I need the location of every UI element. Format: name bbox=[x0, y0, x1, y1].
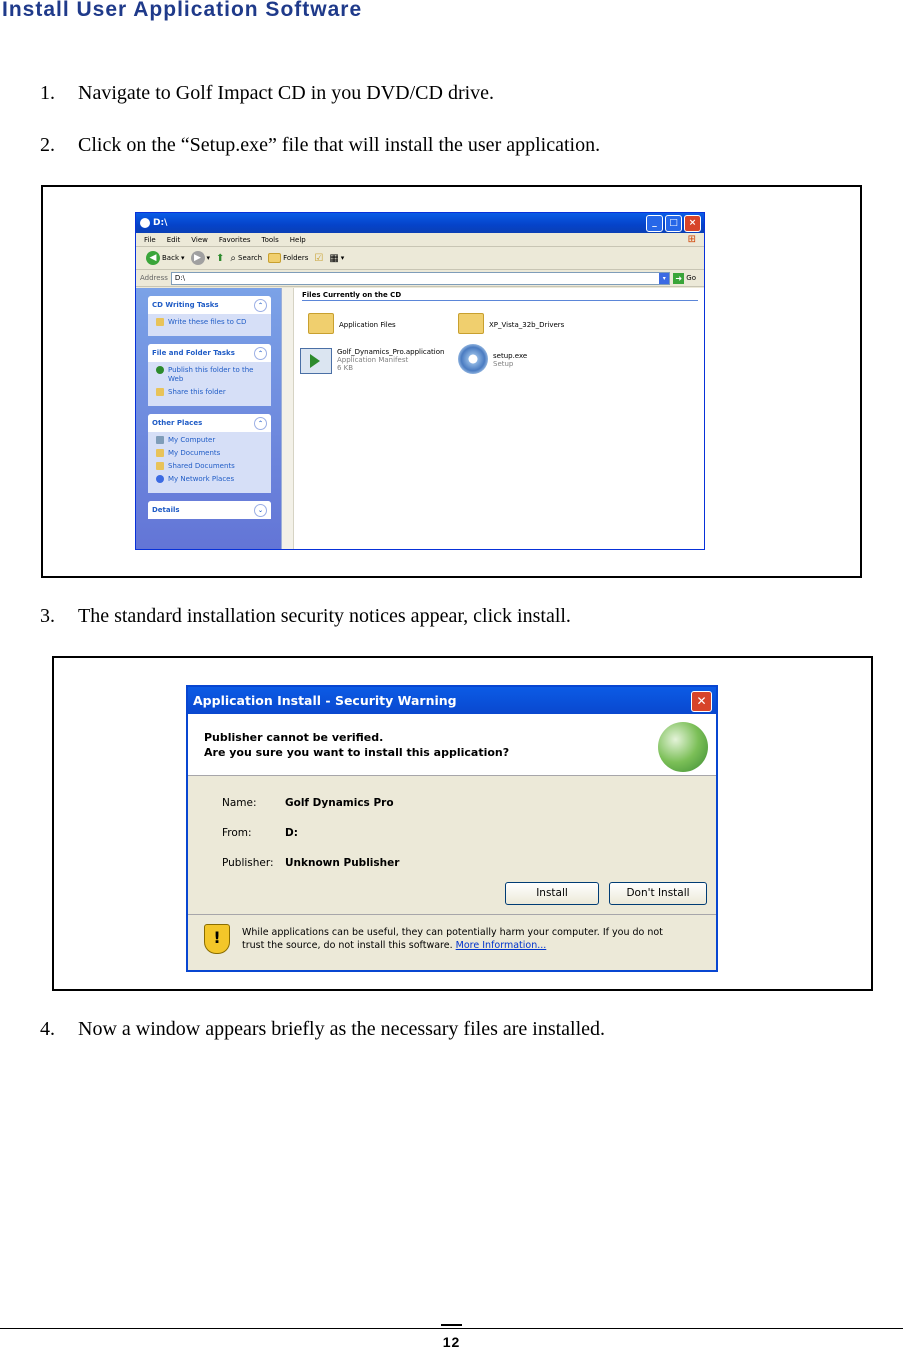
folder-options-button[interactable] bbox=[314, 253, 323, 264]
vertical-scrollbar[interactable] bbox=[282, 288, 294, 549]
group-header: Files Currently on the CD bbox=[302, 291, 402, 299]
file-type: Application Manifest bbox=[337, 356, 409, 364]
folders-label: Folders bbox=[283, 254, 309, 262]
forward-arrow-icon: ▶ bbox=[191, 251, 205, 265]
file-item[interactable] bbox=[300, 348, 444, 374]
menu-view[interactable]: View bbox=[191, 235, 208, 244]
file-name: Application Files bbox=[339, 321, 396, 329]
step-number: 1. bbox=[40, 82, 55, 104]
minimize-button[interactable]: _ bbox=[646, 215, 663, 232]
warning-shield-icon: ! bbox=[204, 924, 230, 954]
task-label: Write these files to CD bbox=[168, 318, 247, 326]
footer-text-1: While applications can be useful, they can potentially harm your computer. If you do not bbox=[242, 927, 663, 938]
dropdown-icon: ▾ bbox=[206, 254, 211, 262]
pane-other-places bbox=[148, 414, 271, 493]
file-name: XP_Vista_32b_Drivers bbox=[489, 321, 565, 329]
search-button[interactable] bbox=[230, 253, 262, 264]
name-value: Golf Dynamics Pro bbox=[285, 797, 394, 809]
address-value: D:\ bbox=[174, 273, 185, 282]
task-pane bbox=[136, 288, 281, 549]
step-number: 3. bbox=[40, 605, 55, 627]
pane-details bbox=[148, 501, 271, 519]
footer-text-2: trust the source, do not install this software. bbox=[242, 940, 453, 951]
cd-write-icon bbox=[156, 318, 164, 326]
from-label: From: bbox=[222, 827, 252, 839]
address-bar bbox=[136, 270, 704, 287]
cd-drive-icon bbox=[140, 218, 150, 228]
dialog-header bbox=[188, 714, 716, 776]
file-name: Golf_Dynamics_Pro.application bbox=[337, 348, 445, 356]
app-details bbox=[222, 797, 399, 887]
collapse-chevron-icon[interactable]: ⌃ bbox=[254, 417, 267, 430]
pane-title: CD Writing Tasks bbox=[152, 301, 219, 309]
warning-line-2: Are you sure you want to install this application? bbox=[204, 746, 510, 759]
file-list bbox=[281, 288, 704, 549]
dropdown-icon: ▾ bbox=[181, 254, 185, 262]
setup-cd-icon bbox=[458, 344, 488, 374]
maximize-button[interactable]: □ bbox=[665, 215, 682, 232]
task-write-to-cd[interactable] bbox=[156, 318, 266, 327]
file-item[interactable] bbox=[458, 313, 564, 334]
task-label: Publish this folder to the Web bbox=[168, 366, 254, 383]
place-my-documents[interactable] bbox=[156, 449, 266, 458]
address-input[interactable] bbox=[171, 272, 670, 285]
pane-cd-writing-tasks bbox=[148, 296, 271, 336]
install-button[interactable]: Install bbox=[505, 882, 599, 905]
dropdown-icon: ▾ bbox=[340, 254, 345, 262]
task-label: Share this folder bbox=[168, 388, 226, 396]
group-divider bbox=[302, 300, 698, 301]
step-text: The standard installation security notices appear, click install. bbox=[78, 605, 571, 627]
menu-favorites[interactable]: Favorites bbox=[218, 235, 251, 244]
dialog-titlebar[interactable] bbox=[188, 687, 716, 714]
collapse-chevron-icon[interactable]: ⌃ bbox=[254, 347, 267, 360]
folder-icon bbox=[308, 313, 334, 334]
documents-icon bbox=[156, 449, 164, 457]
pane-title: Details bbox=[152, 506, 180, 514]
pane-header[interactable] bbox=[148, 414, 271, 432]
network-icon bbox=[156, 475, 164, 483]
pane-file-folder-tasks bbox=[148, 344, 271, 406]
folder-icon bbox=[458, 313, 484, 334]
file-name: setup.exe bbox=[493, 352, 528, 360]
task-publish-web[interactable] bbox=[156, 366, 266, 384]
step-4 bbox=[40, 1018, 605, 1041]
folder-check-icon: ☑ bbox=[314, 252, 324, 264]
install-globe-icon bbox=[658, 722, 708, 772]
place-my-computer[interactable] bbox=[156, 436, 266, 445]
file-type: Setup bbox=[493, 360, 514, 368]
dialog-footer bbox=[188, 914, 716, 970]
place-shared-documents[interactable] bbox=[156, 462, 266, 471]
step-3 bbox=[40, 605, 571, 628]
menu-bar bbox=[136, 233, 704, 247]
pane-header[interactable] bbox=[148, 296, 271, 314]
back-label: Back bbox=[162, 254, 179, 262]
folders-icon bbox=[268, 253, 281, 263]
dont-install-button[interactable]: Don't Install bbox=[609, 882, 707, 905]
explorer-toolbar bbox=[136, 247, 704, 270]
step-text: Click on the “Setup.exe” file that will install the user application. bbox=[78, 134, 601, 156]
file-item[interactable] bbox=[308, 313, 396, 334]
views-icon: ▦ bbox=[329, 252, 339, 264]
shared-folder-icon bbox=[156, 462, 164, 470]
place-label: My Computer bbox=[168, 436, 216, 444]
windows-logo-icon: ⊞ bbox=[687, 234, 696, 245]
file-size: 6 KB bbox=[337, 364, 354, 372]
file-item[interactable] bbox=[458, 344, 527, 374]
warning-line-1: Publisher cannot be verified. bbox=[204, 731, 384, 744]
folders-button[interactable] bbox=[268, 253, 308, 263]
dialog-title: Application Install - Security Warning bbox=[193, 693, 457, 708]
forward-button[interactable] bbox=[191, 251, 211, 265]
share-folder-icon bbox=[156, 388, 164, 396]
search-label: Search bbox=[238, 254, 263, 262]
step-number: 2. bbox=[40, 134, 55, 156]
publisher-value: Unknown Publisher bbox=[285, 857, 400, 869]
page-number: 12 bbox=[442, 1334, 461, 1350]
back-arrow-icon: ◀ bbox=[146, 251, 160, 265]
name-label: Name: bbox=[222, 797, 257, 809]
go-button[interactable] bbox=[673, 273, 704, 284]
from-value: D: bbox=[285, 827, 298, 839]
address-label: Address bbox=[140, 274, 168, 282]
step-number: 4. bbox=[40, 1018, 55, 1040]
place-label: Shared Documents bbox=[168, 462, 235, 470]
views-button[interactable] bbox=[329, 253, 344, 264]
step-text: Now a window appears briefly as the necessary files are installed. bbox=[78, 1018, 606, 1040]
menu-file[interactable]: File bbox=[144, 235, 156, 244]
close-button[interactable]: ✕ bbox=[691, 691, 712, 712]
place-my-network[interactable] bbox=[156, 475, 266, 484]
close-button[interactable]: × bbox=[684, 215, 701, 232]
footer-rule bbox=[0, 1328, 903, 1329]
place-label: My Network Places bbox=[168, 475, 235, 483]
go-arrow-icon: ➜ bbox=[673, 273, 684, 284]
back-button[interactable] bbox=[146, 251, 185, 265]
place-label: My Documents bbox=[168, 449, 221, 457]
security-warning-dialog bbox=[186, 685, 718, 972]
menu-edit[interactable]: Edit bbox=[166, 235, 181, 244]
publisher-label: Publisher: bbox=[222, 857, 274, 869]
task-share-folder[interactable] bbox=[156, 388, 266, 397]
go-label: Go bbox=[686, 274, 696, 282]
explorer-title: D:\ bbox=[153, 218, 168, 228]
step-text: Navigate to Golf Impact CD in you DVD/CD drive. bbox=[78, 82, 495, 104]
collapse-chevron-icon[interactable]: ⌃ bbox=[254, 299, 267, 312]
computer-icon bbox=[156, 436, 164, 444]
menu-tools[interactable]: Tools bbox=[261, 235, 279, 244]
pane-title: Other Places bbox=[152, 419, 203, 427]
step-1 bbox=[40, 82, 494, 105]
more-information-link[interactable]: More Information... bbox=[455, 940, 547, 951]
expand-chevron-icon[interactable]: ⌄ bbox=[254, 504, 267, 517]
explorer-window bbox=[135, 212, 705, 550]
footer-marker bbox=[441, 1324, 462, 1326]
pane-header[interactable] bbox=[148, 501, 271, 519]
pane-title: File and Folder Tasks bbox=[152, 349, 235, 357]
application-manifest-icon bbox=[300, 348, 332, 374]
explorer-titlebar[interactable] bbox=[136, 213, 704, 233]
globe-icon bbox=[156, 366, 164, 374]
step-2 bbox=[40, 134, 600, 157]
pane-header[interactable] bbox=[148, 344, 271, 362]
up-folder-button[interactable] bbox=[216, 253, 224, 264]
up-folder-icon: ⬆ bbox=[216, 252, 225, 264]
search-icon: ⌕ bbox=[230, 252, 237, 264]
page-heading: Install User Application Software bbox=[2, 0, 363, 21]
menu-help[interactable]: Help bbox=[289, 235, 306, 244]
address-dropdown-icon[interactable]: ▾ bbox=[659, 273, 669, 284]
